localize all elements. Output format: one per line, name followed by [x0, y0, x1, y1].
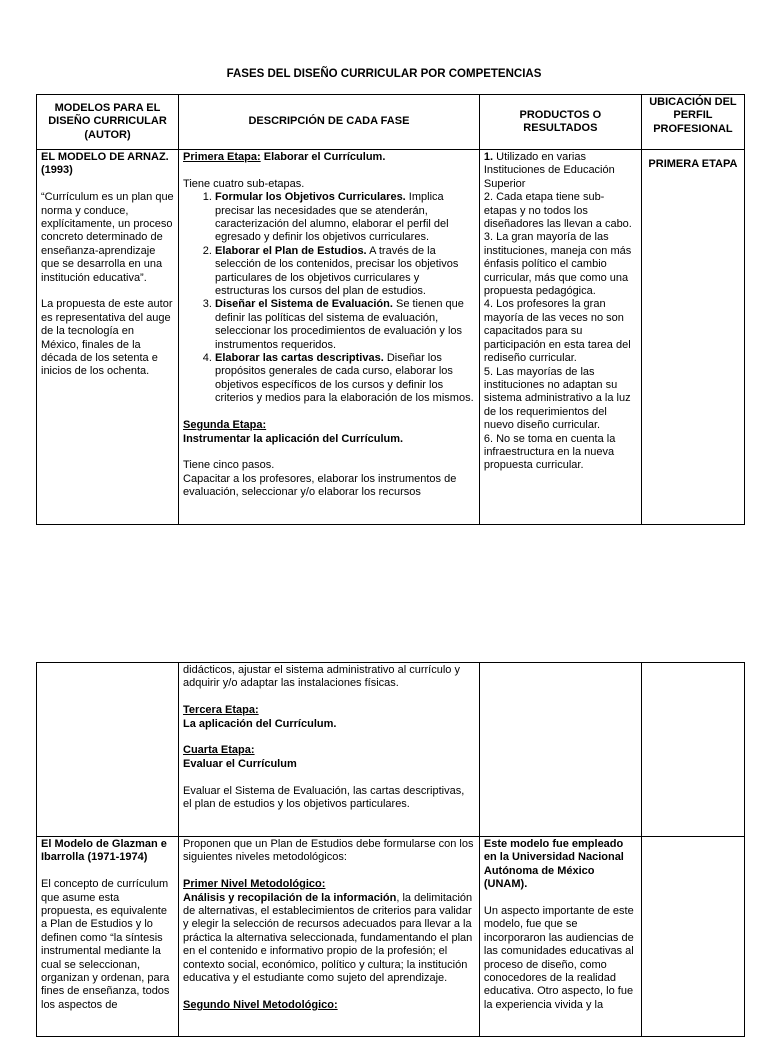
result-item: 5. Las mayorías de las instituciones no adaptan su sistema administrativo a la luz de los requerimientos del nuevo diseño curricular. [483, 365, 631, 432]
table-row-arnaz [37, 150, 745, 525]
result-item: 4. Los profesores la gran mayoría de las veces no son capacitados para su participación en esta tarea del rediseño curricular. [483, 298, 631, 365]
header-row [37, 95, 745, 150]
stage-label: Segunda Etapa: [183, 419, 267, 432]
stage-intro: Tiene cinco pasos. [183, 459, 275, 472]
cell-arnaz-location [641, 150, 744, 525]
cell-arnaz-description-cont [179, 663, 480, 837]
stage-title: Instrumentar la aplicación del Currículum. [183, 432, 404, 445]
result-item: 1. Utilizado en varias Instituciones de Educación Superior [483, 151, 615, 190]
table-row-arnaz-continued [37, 663, 745, 837]
cell-glazman-description [179, 837, 480, 1037]
cell-arnaz-description [179, 150, 480, 525]
model-note: La propuesta de este autor es representativa del auge de la tecnología en México, finales de la década de los setenta e inicios de los ochenta. [41, 298, 173, 378]
levels-intro: Proponen que un Plan de Estudios debe formularse con los siguientes niveles metodológicos: [183, 838, 474, 864]
model-title: El Modelo de Glazman e Ibarrolla (1971-1974) [41, 838, 167, 864]
header-description: DESCRIPCIÓN DE CADA FASE [179, 95, 480, 150]
cell-empty [479, 663, 641, 837]
stage-text: Capacitar a los profesores, elaborar los instrumentos de evaluación, seleccionar y/o elaborar los recursos [183, 472, 457, 499]
stage-intro: Tiene cuatro sub-etapas. [183, 177, 305, 190]
model-title: EL MODELO DE ARNAZ. (1993) [41, 151, 169, 177]
result-highlight: Este modelo fue empleado en la Universidad Nacional Autónoma de México (UNAM). [483, 838, 624, 891]
list-item: 4. Elaborar las cartas descriptivas. Diseñar los propósitos generales de cada curso, elaborar los objetivos específicos de los cursos y definir los criterios y medios para la elaboración de los mismos. [215, 352, 475, 406]
header-models: MODELOS PARA EL DISEÑO CURRICULAR (AUTOR) [37, 95, 179, 150]
curriculum-table-page-1 [36, 94, 745, 525]
cell-glazman-model [37, 837, 179, 1037]
cell-empty [37, 663, 179, 837]
stage-label: Primera Etapa: [183, 151, 261, 163]
list-item: 1. Formular los Objetivos Curriculares. Implica precisar las necesidades que se atenderán, caracterización del alumno, elaborar el perfil del egresado y definir los objetivos curriculares. [215, 191, 475, 245]
table-row-glazman [37, 837, 745, 1037]
cell-empty [641, 837, 744, 1037]
stage-text: Evaluar el Sistema de Evaluación, las cartas descriptivas, el plan de estudios y los objetivos particulares. [183, 784, 465, 811]
cell-arnaz-model [37, 150, 179, 525]
result-item: 6. No se toma en cuenta la infraestructura en la nueva propuesta curricular. [483, 432, 616, 472]
result-item: 2. Cada etapa tiene sub-etapas y no todos los diseñadores las llevan a cabo. [483, 191, 632, 231]
stage-title: La aplicación del Currículum. [183, 717, 337, 730]
location-label: PRIMERA ETAPA [648, 158, 738, 170]
stage-label: Tercera Etapa: [183, 704, 259, 717]
curriculum-table-page-2 [36, 662, 745, 1037]
level-label: Primer Nivel Metodológico: [183, 878, 326, 891]
curriculum-quote: “Currículum es un plan que norma y conduce, explícitamente, un proceso concreto determinado de enseñanza-aprendizaje que se desarrolla en una institución educativa”. [41, 191, 174, 284]
result-item: 3. La gran mayoría de las instituciones, maneja con más énfasis político el cambio curricular, más que como una propuesta pedagógica. [483, 231, 632, 298]
stage-text: didácticos, ajustar el sistema administrativo al currículo y adquirir y/o adaptar las instalaciones físicas. [183, 664, 460, 690]
header-location: UBICACIÓN DEL PERFIL PROFESIONAL [641, 95, 744, 150]
stage-label: Cuarta Etapa: [183, 744, 255, 757]
list-item: 2. Elaborar el Plan de Estudios. A través de la selección de los contenidos, precisar los objetivos particulares de los objetivos curriculares y estructuras los cursos del plan de estudios. [215, 245, 475, 299]
header-products: PRODUCTOS O RESULTADOS [479, 95, 641, 150]
level-label: Segundo Nivel Metodológico: [183, 998, 338, 1011]
document-title: FASES DEL DISEÑO CURRICULAR POR COMPETENCIAS [226, 68, 542, 80]
curriculum-concept: El concepto de currículum que asume esta propuesta, es equivalente a Plan de Estudios y lo definen como “la síntesis instrumental mediante la cual se seleccionan, organizan y ordenan, para fines de enseñanza, todos los aspectos de [41, 878, 170, 1011]
cell-glazman-results [479, 837, 641, 1037]
cell-arnaz-results [479, 150, 641, 525]
substage-list [183, 191, 475, 406]
result-text: Un aspecto importante de este modelo, fue que se incorporaron las audiencias de las comunidades educativas al proceso de diseño, como conocedores de la realidad educativa. Otro aspecto, lo fue la experiencia vivida y la [483, 905, 634, 1011]
stage-title: Evaluar el Currículum [183, 757, 297, 770]
cell-empty [641, 663, 744, 837]
stage-title: Elaborar el Currículum. [260, 151, 386, 163]
list-item: 3. Diseñar el Sistema de Evaluación. Se tienen que definir las políticas del sistema de evaluación, seleccionar los procedimientos de evaluación y los instrumentos requeridos. [215, 298, 475, 352]
level-text: Análisis y recopilación de la información, la delimitación de alternativas, el establecimientos de criterios para validar y elegir la selección de recursos adecuados para llevar a la práctica la alternativa seleccionada, fundamentando el plan en el contenido e informativo propio de la profesión; el contexto social, económico, político y cultura; la institución educativa y el estudiante como sujeto del aprendizaje. [183, 891, 473, 985]
